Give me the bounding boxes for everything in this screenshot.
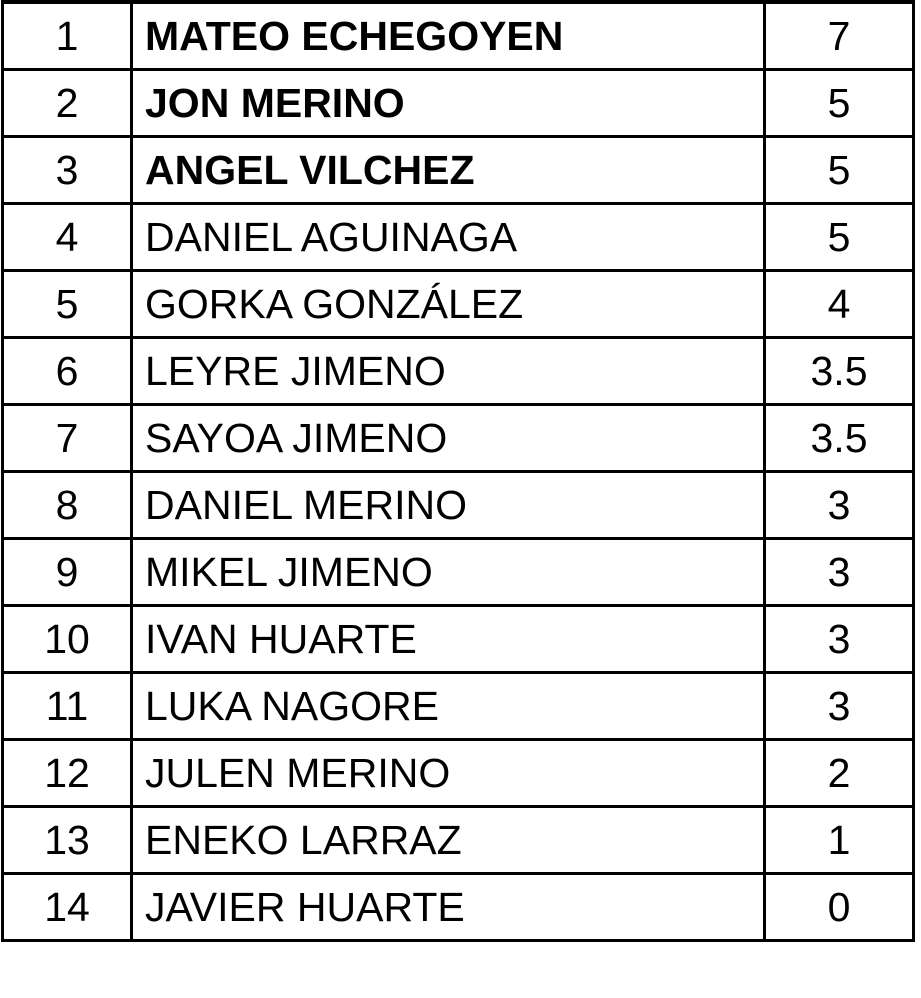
table-row <box>3 271 914 338</box>
points-cell: 5 <box>765 204 914 271</box>
points-cell: 1 <box>765 807 914 874</box>
table-row <box>3 606 914 673</box>
position-cell: 5 <box>3 271 132 338</box>
player-name-cell: DANIEL MERINO <box>132 472 765 539</box>
player-name-cell: GORKA GONZÁLEZ <box>132 271 765 338</box>
player-name-cell: DANIEL AGUINAGA <box>132 204 765 271</box>
table-row <box>3 874 914 941</box>
player-name-cell: LUKA NAGORE <box>132 673 765 740</box>
player-name-cell: JON MERINO <box>132 70 765 137</box>
player-name-cell: IVAN HUARTE <box>132 606 765 673</box>
position-cell: 1 <box>3 2 132 70</box>
player-name-cell: SAYOA JIMENO <box>132 405 765 472</box>
standings-table <box>1 0 915 942</box>
position-cell: 8 <box>3 472 132 539</box>
points-cell: 3 <box>765 606 914 673</box>
table-row <box>3 405 914 472</box>
player-name-cell: JULEN MERINO <box>132 740 765 807</box>
table-row <box>3 204 914 271</box>
table-row <box>3 740 914 807</box>
player-name-cell: LEYRE JIMENO <box>132 338 765 405</box>
points-cell: 3.5 <box>765 338 914 405</box>
player-name-cell: MIKEL JIMENO <box>132 539 765 606</box>
points-cell: 2 <box>765 740 914 807</box>
table-row <box>3 807 914 874</box>
table-row <box>3 137 914 204</box>
position-cell: 14 <box>3 874 132 941</box>
table-row <box>3 472 914 539</box>
table-row <box>3 673 914 740</box>
points-cell: 3 <box>765 539 914 606</box>
player-name-cell: ENEKO LARRAZ <box>132 807 765 874</box>
position-cell: 6 <box>3 338 132 405</box>
points-cell: 0 <box>765 874 914 941</box>
player-name-cell: JAVIER HUARTE <box>132 874 765 941</box>
position-cell: 7 <box>3 405 132 472</box>
position-cell: 11 <box>3 673 132 740</box>
position-cell: 2 <box>3 70 132 137</box>
table-row <box>3 2 914 70</box>
standings-body <box>3 2 914 941</box>
position-cell: 3 <box>3 137 132 204</box>
table-row <box>3 338 914 405</box>
player-name-cell: ANGEL VILCHEZ <box>132 137 765 204</box>
position-cell: 10 <box>3 606 132 673</box>
player-name-cell: MATEO ECHEGOYEN <box>132 2 765 70</box>
position-cell: 9 <box>3 539 132 606</box>
points-cell: 3 <box>765 673 914 740</box>
points-cell: 3.5 <box>765 405 914 472</box>
points-cell: 5 <box>765 70 914 137</box>
position-cell: 12 <box>3 740 132 807</box>
table-row <box>3 539 914 606</box>
position-cell: 13 <box>3 807 132 874</box>
points-cell: 7 <box>765 2 914 70</box>
points-cell: 3 <box>765 472 914 539</box>
position-cell: 4 <box>3 204 132 271</box>
points-cell: 5 <box>765 137 914 204</box>
points-cell: 4 <box>765 271 914 338</box>
table-row <box>3 70 914 137</box>
